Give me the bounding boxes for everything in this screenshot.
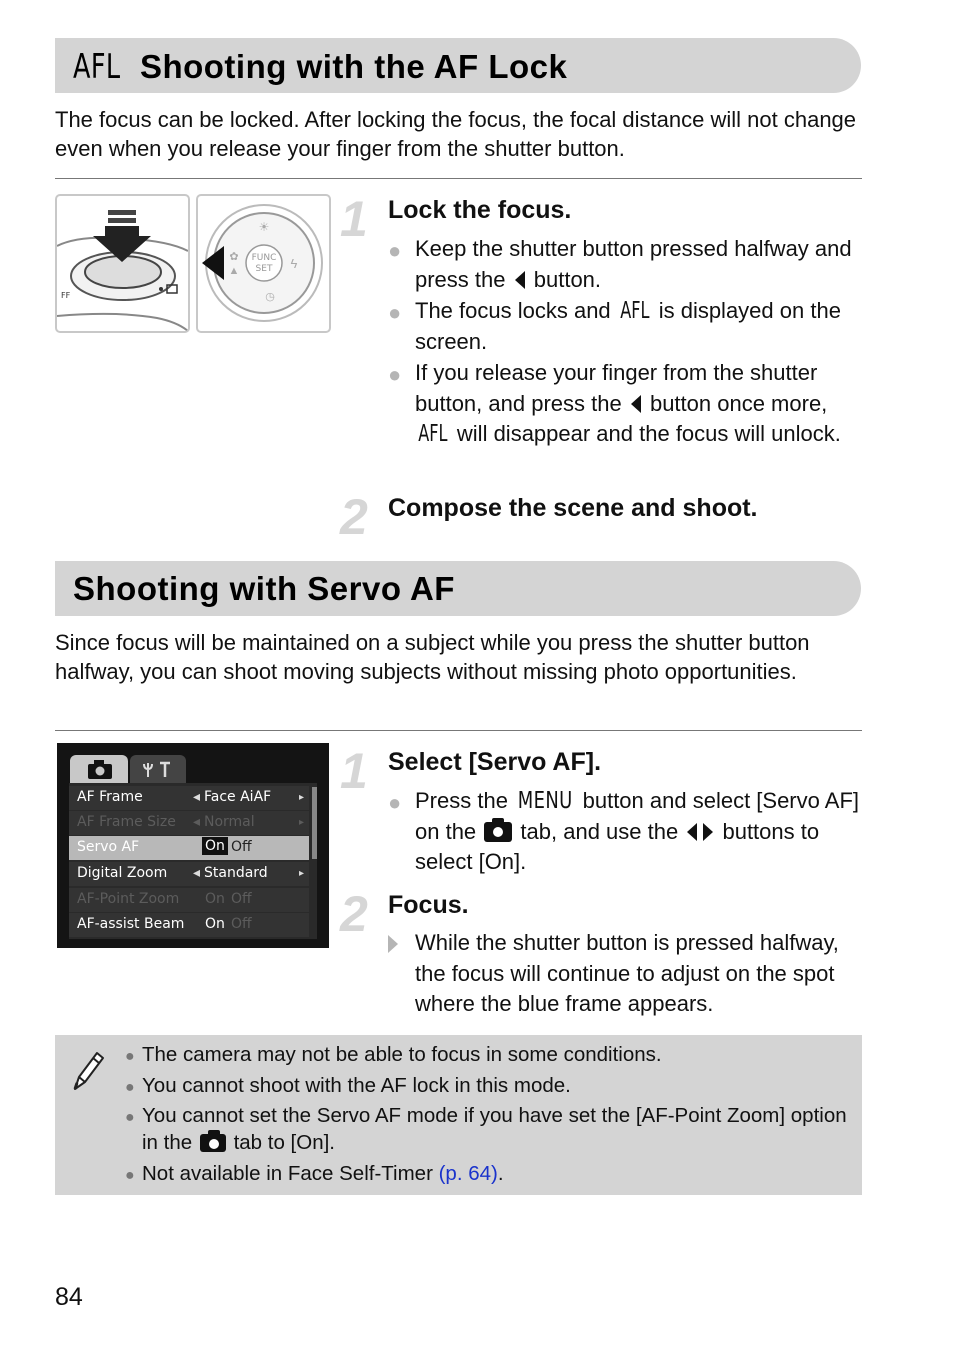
svg-text:ϟ: ϟ — [290, 256, 298, 271]
bullet-text: Keep the shutter button pressed halfway and press the — [415, 236, 852, 292]
step-bullet — [388, 296, 868, 357]
bullet-dot-icon: ● — [388, 300, 402, 325]
step-number: 2 — [340, 489, 368, 545]
pencil-note-icon — [69, 1049, 105, 1093]
divider — [55, 178, 862, 179]
section-title-text: Shooting with the AF Lock — [139, 48, 568, 85]
note-item: ● The camera may not be able to focus in some conditions. — [125, 1041, 855, 1068]
menu-row: Digital Zoom ◂ Standard ▸ — [69, 862, 309, 886]
bullet-text: will disappear and the focus will unlock. — [456, 421, 841, 446]
menu-label: AF-Point Zoom — [77, 891, 180, 907]
control-dial-icon — [198, 196, 329, 331]
bullet-text: If you release your finger from the shutter button, and press the — [415, 360, 818, 416]
menu-value: On — [205, 891, 225, 907]
step-number: 1 — [340, 743, 368, 799]
svg-text:✿: ✿ — [229, 251, 239, 263]
menu-label: Digital Zoom — [77, 865, 168, 881]
bullet-dot-icon: ● — [388, 362, 402, 387]
step-number: 1 — [340, 191, 368, 247]
camera-tab-icon — [200, 1134, 226, 1152]
svg-text:◷: ◷ — [265, 291, 275, 303]
step-number: 2 — [340, 886, 368, 942]
shutter-press-icon — [57, 196, 188, 331]
left-arrow-icon — [515, 271, 525, 289]
bullet-text: button and select [Servo AF] on the — [415, 788, 859, 844]
section-header-af-lock — [55, 38, 861, 93]
menu-label: Servo AF — [77, 839, 140, 855]
afl-icon: AFL — [620, 298, 650, 324]
note-item: ● Not available in Face Self-Timer (p. 64). — [125, 1162, 504, 1185]
step-result — [388, 928, 868, 1020]
bullet-dot-icon: ● — [388, 790, 402, 815]
bullet-text: button. — [533, 266, 602, 292]
bullet-text: tab, and use the — [520, 818, 679, 844]
menu-button-icon: MENU — [517, 788, 573, 814]
camera-tab — [70, 755, 128, 783]
page-number: 84 — [55, 1283, 83, 1311]
tools-icon — [130, 755, 186, 783]
bullet-dot-icon: ● — [388, 238, 402, 263]
section-intro: The focus can be locked. After locking the focus, the focal distance will not change even when you release your finger from the shutter button. — [55, 107, 857, 161]
menu-row: AF Frame ◂ Face AiAF ▸ — [69, 786, 309, 810]
note-text: Not available in Face Self-Timer — [142, 1162, 433, 1185]
control-dial-illustration — [196, 194, 331, 333]
menu-value: On — [205, 916, 225, 932]
settings-tab — [130, 755, 186, 783]
bullet-text: Press the — [415, 788, 508, 813]
step-title: Focus. — [388, 891, 469, 919]
set-label: SET — [255, 264, 273, 274]
menu-row: AF Frame Size ◂ Normal ▸ — [69, 811, 309, 835]
menu-row — [69, 888, 309, 912]
afl-icon: AFL — [418, 421, 448, 447]
menu-value: Off — [231, 839, 252, 855]
note-item: ● You cannot shoot with the AF lock in this mode. — [125, 1072, 855, 1099]
section-header-servo-af — [55, 561, 861, 616]
bullet-text: The focus locks and — [415, 298, 611, 323]
note-item: ● You cannot set the Servo AF mode if you have set the [AF-Point Zoom] option in the tab to [On]. — [125, 1104, 847, 1154]
camera-tab-icon — [484, 822, 512, 842]
menu-value: Off — [231, 891, 252, 907]
section-title — [73, 47, 567, 87]
menu-value: Normal — [204, 814, 255, 830]
note-text: tab to [On]. — [233, 1131, 335, 1154]
left-arrow-icon — [631, 395, 641, 413]
bullet-text: is displayed on the screen. — [415, 298, 841, 354]
step-title: Lock the focus. — [388, 196, 572, 224]
menu-value: Face AiAF — [204, 789, 272, 805]
menu-value: Off — [231, 916, 252, 932]
svg-text:▲: ▲ — [228, 265, 240, 277]
bullet-text: While the shutter button is pressed halfway, the focus will continue to adjust on the spot where the blue frame appears. — [415, 930, 839, 1016]
camera-menu-screenshot — [57, 743, 329, 948]
left-arrow-icon — [687, 823, 697, 841]
menu-label: AF Frame — [77, 789, 143, 805]
section-intro: Since focus will be maintained on a subject while you press the shutter button halfway, you can shoot moving subjects without missing photo opportunities. — [55, 630, 810, 684]
menu-row — [69, 913, 309, 937]
afl-icon: AFL — [73, 47, 121, 87]
step-bullet — [388, 358, 868, 450]
menu-label: AF Frame Size — [77, 814, 176, 830]
section-title: Shooting with Servo AF — [73, 570, 455, 607]
note-text: You cannot set the Servo AF mode if you have set the [AF-Point Zoom] option in the — [142, 1104, 847, 1154]
note-text: . — [497, 1162, 504, 1185]
svg-text:☀: ☀ — [258, 220, 270, 234]
camera-icon — [70, 755, 128, 783]
step-bullet — [388, 234, 868, 295]
note-text: You cannot shoot with the AF lock in this mode. — [142, 1074, 571, 1097]
right-arrow-icon — [703, 823, 713, 841]
menu-row-selected — [69, 836, 309, 860]
step-title: Select [Servo AF]. — [388, 748, 602, 776]
menu-label: AF-assist Beam — [77, 916, 185, 932]
bullet-text: button once more, — [649, 390, 828, 416]
page-link[interactable]: (p. 64) — [438, 1162, 498, 1185]
step-bullet — [388, 786, 868, 878]
shutter-button-illustration — [55, 194, 190, 333]
svg-text:FF: FF — [61, 291, 71, 300]
step-title: Compose the scene and shoot. — [388, 494, 758, 522]
menu-value: On — [202, 837, 228, 855]
bullet-text: buttons to select [On]. — [415, 818, 820, 874]
result-arrow-icon — [388, 929, 398, 960]
divider — [55, 730, 862, 731]
menu-value: Standard — [204, 865, 268, 881]
note-text: The camera may not be able to focus in some conditions. — [142, 1043, 662, 1066]
func-label: FUNC — [251, 253, 277, 263]
